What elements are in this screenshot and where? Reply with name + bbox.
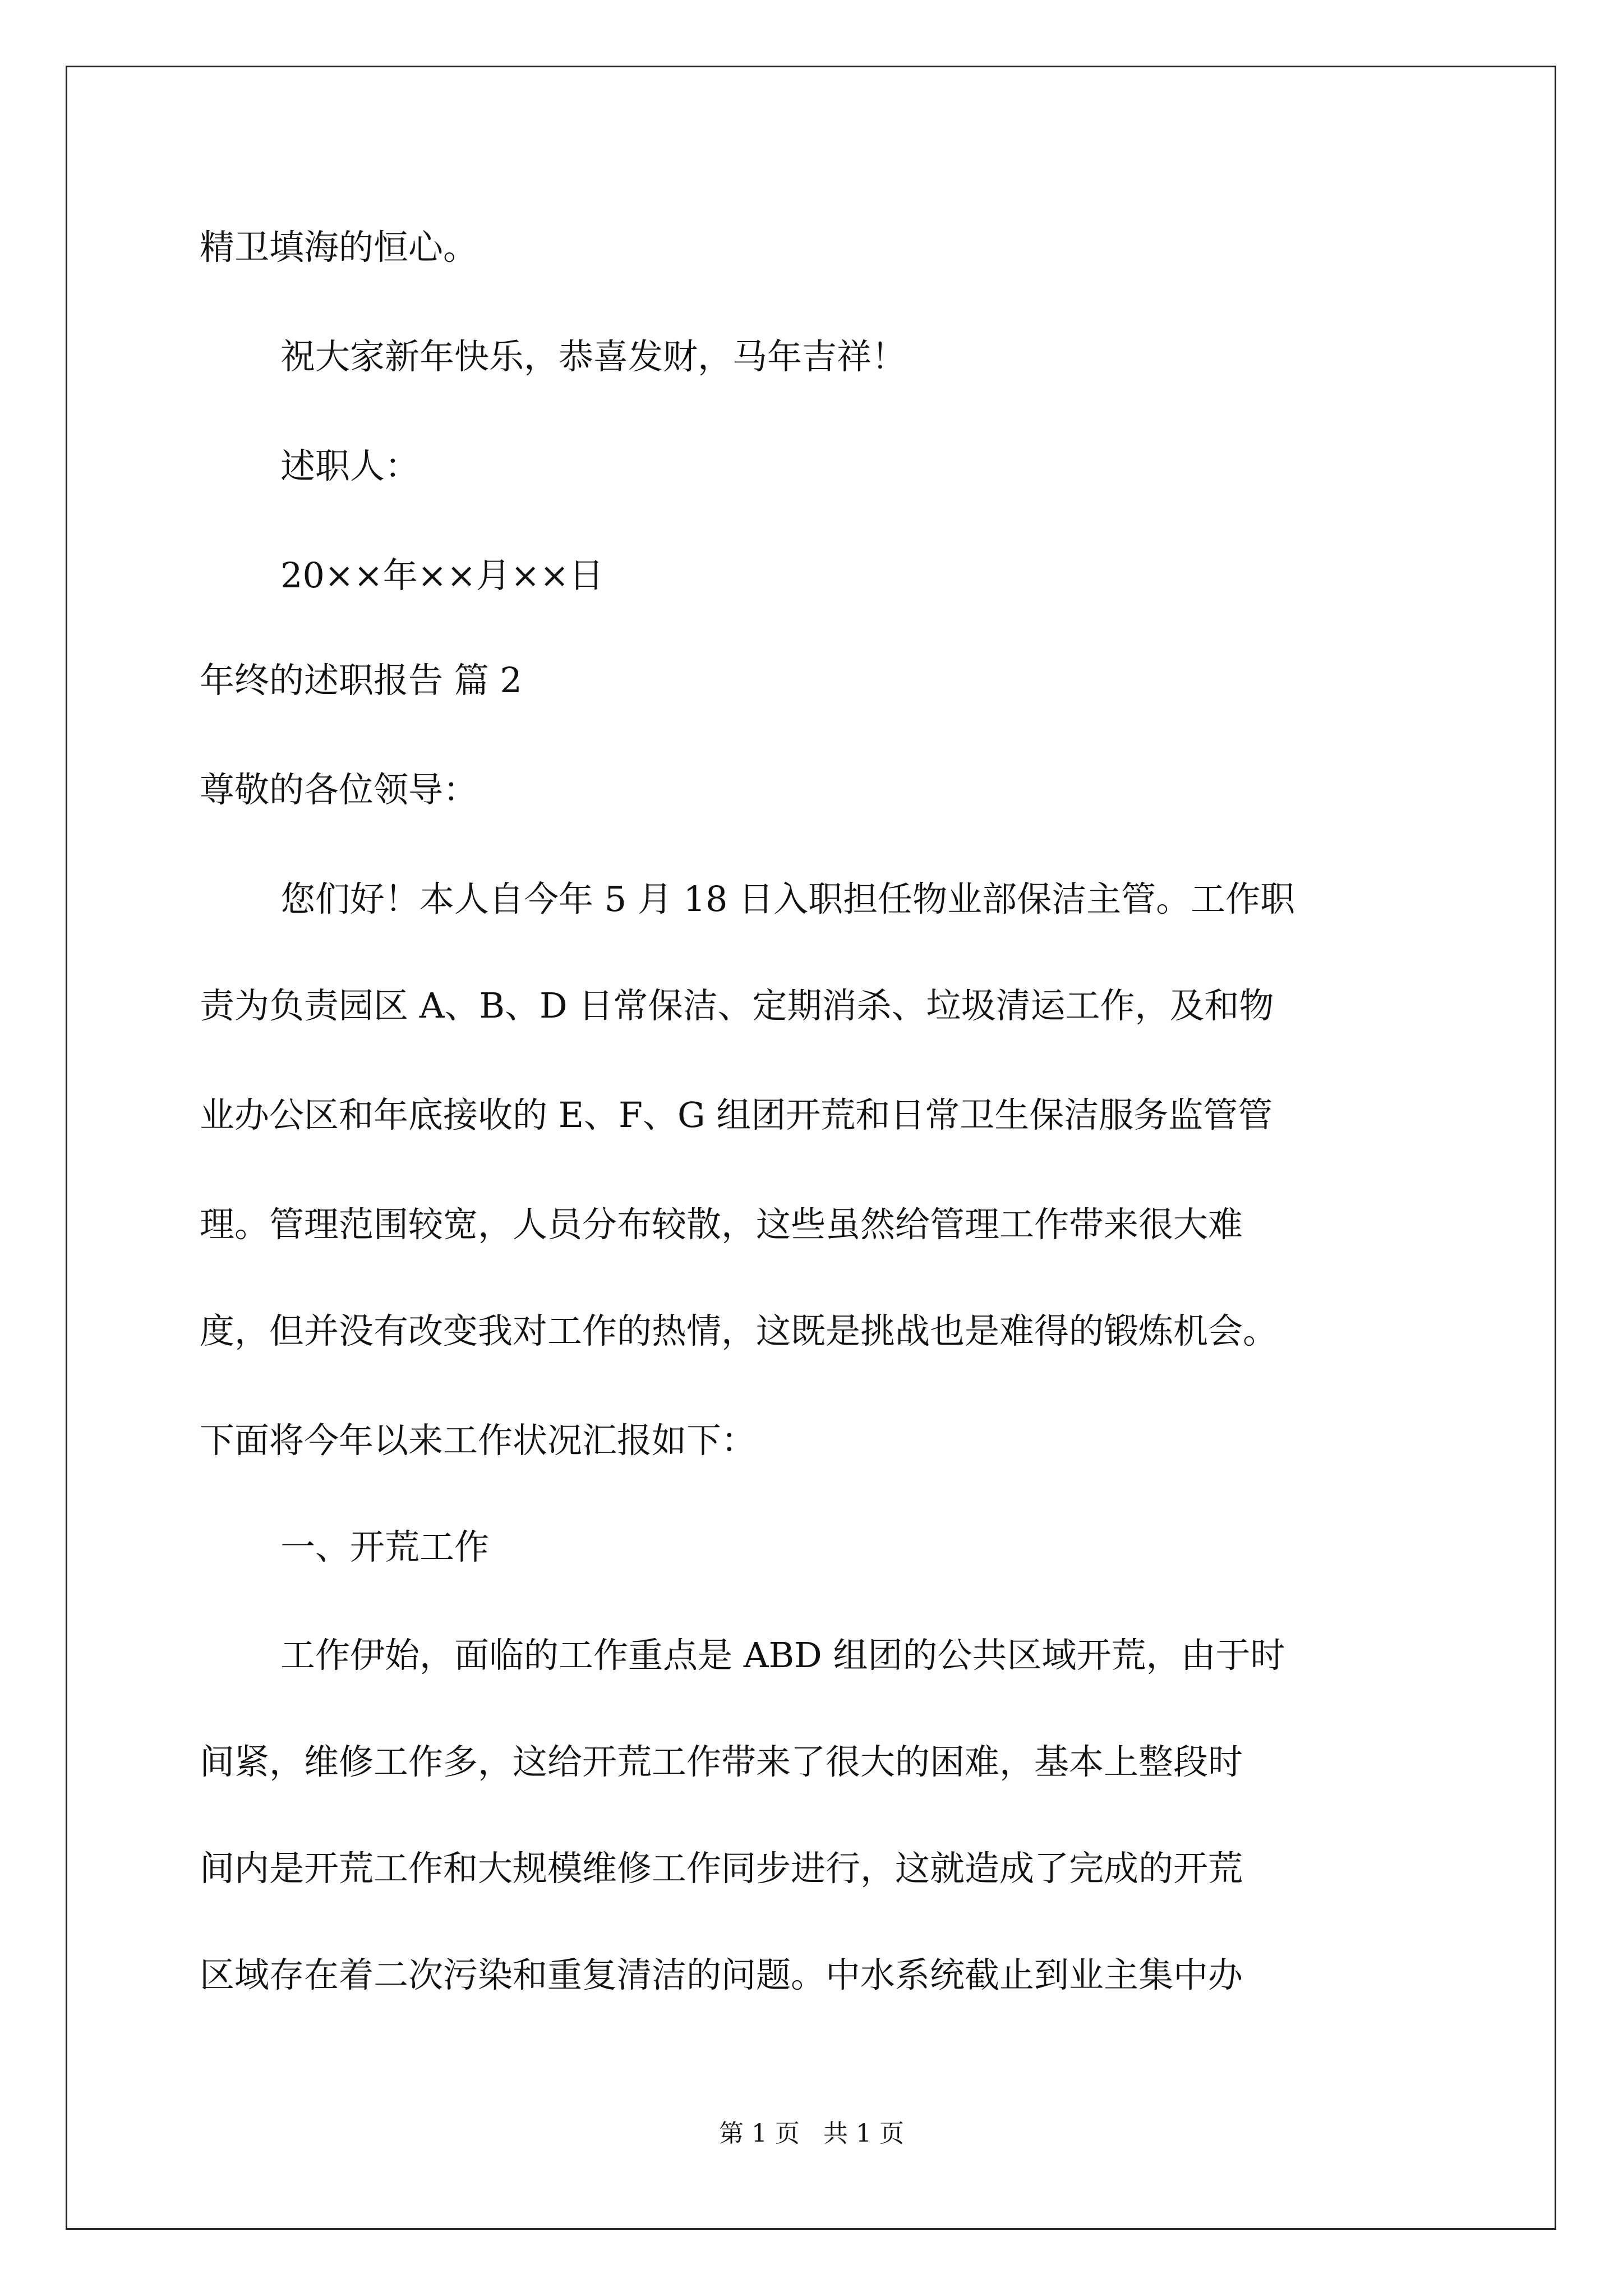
paragraph-line: 工作伊始，面临的工作重点是 ABD 组团的公共区域开荒，由于时: [280, 1635, 1285, 1676]
text-line-continuation: 精卫填海的恒心。: [200, 227, 478, 268]
text-line-greeting: 祝大家新年快乐，恭喜发财，马年吉祥！: [280, 336, 907, 377]
section-heading: 年终的述职报告 篇 2: [200, 660, 522, 701]
page-border: [66, 66, 1556, 2230]
text-line-date: 20××年××月××日: [280, 555, 604, 596]
paragraph-line: 区域存在着二次污染和重复清洁的问题。中水系统截止到业主集中办: [200, 1954, 1243, 1995]
paragraph-line: 间紧，维修工作多，这给开荒工作带来了很大的困难，基本上整段时: [200, 1741, 1243, 1782]
paragraph-line: 度，但并没有改变我对工作的热情，这既是挑战也是难得的锻炼机会。: [200, 1310, 1278, 1351]
paragraph-line: 理。管理范围较宽，人员分布较散，这些虽然给管理工作带来很大难: [200, 1204, 1243, 1245]
page-footer: 第 1 页 共 1 页: [719, 2119, 904, 2148]
paragraph-line: 责为负责园区 A、B、D 日常保洁、定期消杀、垃圾清运工作，及和物: [200, 985, 1274, 1026]
paragraph-line: 业办公区和年底接收的 E、F、G 组团开荒和日常卫生保洁服务监管管: [200, 1094, 1273, 1135]
salutation: 尊敬的各位领导：: [200, 769, 478, 810]
subsection-heading: 一、开荒工作: [280, 1526, 490, 1567]
paragraph-line: 您们好！本人自今年 5 月 18 日入职担任物业部保洁主管。工作职: [280, 878, 1295, 919]
paragraph-line: 下面将今年以来工作状况汇报如下：: [200, 1420, 757, 1461]
paragraph-line: 间内是开荒工作和大规模维修工作同步进行，这就造成了完成的开荒: [200, 1848, 1243, 1889]
text-line-reporter: 述职人：: [280, 445, 420, 486]
